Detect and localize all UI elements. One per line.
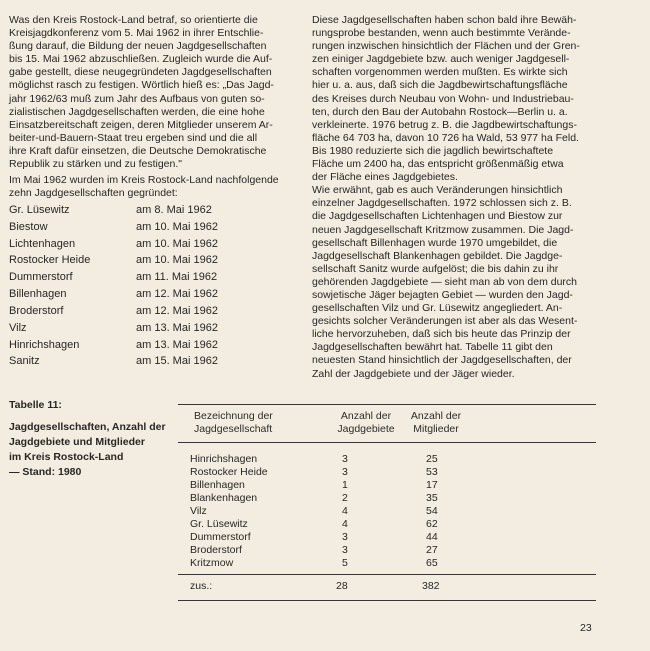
text-line: gehörenden Jagdgebiete — sieht man ab von dem durch bbox=[312, 275, 578, 288]
club-name-cell: Hinrichshagen bbox=[190, 453, 258, 465]
table-row bbox=[190, 518, 450, 530]
founding-date: am 15. Mai 1962 bbox=[136, 355, 218, 367]
text-line: ihre Kraft dafür einsetzen, die Deutsche Demokratische bbox=[9, 144, 267, 157]
header-line: Mitglieder bbox=[413, 422, 459, 435]
text-line: verkleinerte. 1976 betrug z. B. die Jagdbewirtschaftungs- bbox=[312, 118, 577, 131]
club-name: Hinrichshagen bbox=[9, 339, 80, 351]
club-name-cell: Kritzmow bbox=[190, 557, 234, 569]
list-item bbox=[9, 238, 269, 255]
founding-date: am 10. Mai 1962 bbox=[136, 221, 218, 233]
table-bottom-rule bbox=[178, 600, 596, 601]
members-cell: 17 bbox=[426, 479, 438, 491]
text-line: gabe gestellt, diese neugegründeten Jagdgesellschaften bbox=[9, 66, 272, 79]
members-cell: 25 bbox=[426, 453, 438, 465]
founding-date: am 12. Mai 1962 bbox=[136, 305, 218, 317]
founding-date: am 8. Mai 1962 bbox=[136, 204, 212, 216]
text-line: schaften vorgenommen werden mußten. Es wirkte sich bbox=[312, 66, 568, 79]
table-row bbox=[190, 557, 450, 569]
areas-cell: 4 bbox=[342, 518, 348, 530]
club-name: Billenhagen bbox=[9, 288, 67, 300]
text-line: jahr 1962/63 muß zum Jahr des Aufbaus von guten so- bbox=[9, 92, 265, 105]
list-item bbox=[9, 221, 269, 238]
members-cell: 44 bbox=[426, 531, 438, 543]
club-name: Biestow bbox=[9, 221, 48, 233]
founding-date: am 10. Mai 1962 bbox=[136, 254, 218, 266]
text-line: Wie erwähnt, gab es auch Veränderungen hinsichtlich bbox=[312, 184, 563, 197]
header-rule bbox=[178, 442, 596, 443]
header-members bbox=[408, 410, 464, 435]
text-line: sellschaft Sanitz wurde aufgelöst; die bis dahin zu ihr bbox=[312, 262, 559, 275]
founding-date: am 13. Mai 1962 bbox=[136, 339, 218, 351]
total-areas: 28 bbox=[336, 580, 348, 592]
text-line: der Fläche eines Jagdgebietes. bbox=[312, 171, 458, 184]
text-line: Einsatzbereitschaft zeigen, deren Mitglieder unserem Ar- bbox=[9, 118, 273, 131]
members-cell: 35 bbox=[426, 492, 438, 504]
header-areas bbox=[334, 410, 398, 435]
table-row bbox=[190, 466, 450, 478]
areas-cell: 4 bbox=[342, 505, 348, 517]
club-name: Gr. Lüsewitz bbox=[9, 204, 70, 216]
header-line: Anzahl der bbox=[410, 410, 462, 422]
text-line: Jagdgesellschaft Blankenhagen gebildet. Die Jagdge- bbox=[312, 249, 563, 262]
club-name: Rostocker Heide bbox=[9, 254, 91, 266]
members-cell: 62 bbox=[426, 518, 438, 530]
text-line: Was den Kreis Rostock-Land betraf, so orientierte die bbox=[9, 14, 258, 26]
table-title bbox=[9, 420, 166, 480]
text-line: möglichst rasch zu festigen. Wörtlich hieß es: „Das Jagd- bbox=[9, 79, 274, 92]
areas-cell: 3 bbox=[342, 466, 348, 478]
text-line: die Jagdgesellschaften Lichtenhagen und Biestow zur bbox=[312, 210, 563, 223]
text-line: des Kreises durch Neubau von Wohn- und Industriebau- bbox=[312, 92, 574, 105]
list-item bbox=[9, 322, 269, 339]
club-name: Dummerstorf bbox=[9, 271, 73, 283]
club-name-cell: Rostocker Heide bbox=[190, 466, 268, 478]
text-line: neuesten Stand hinsichtlich der Jagdgesellschaften, der bbox=[312, 354, 572, 367]
list-item bbox=[9, 204, 269, 221]
text-line: Kreisjagdkonferenz vom 5. Mai 1962 in ihrer Entschlie- bbox=[9, 27, 264, 40]
text-line: neuen Jagdgesellschaft Kritzmow zusammen. Die Jagd- bbox=[312, 223, 574, 236]
text-line: gesichts solcher Veränderungen ist aber als das Wesent- bbox=[312, 315, 578, 328]
total-members: 382 bbox=[422, 580, 440, 592]
text-line: Zahl der Jagdgebiete und der Jäger wieder. bbox=[312, 367, 515, 380]
table-row bbox=[190, 505, 450, 517]
total-row bbox=[190, 580, 450, 592]
text-line: einzelner Jagdgesellschaften. 1972 schlossen sich z. B. bbox=[312, 197, 572, 210]
club-name-cell: Dummerstorf bbox=[190, 531, 251, 543]
table-row bbox=[190, 531, 450, 543]
text-line: rungsprobe bestanden, wenn auch bestimmte Verände- bbox=[312, 27, 571, 40]
members-cell: 27 bbox=[426, 544, 438, 556]
club-name-cell: Billenhagen bbox=[190, 479, 245, 491]
page-number: 23 bbox=[580, 622, 592, 634]
table-title-line: im Kreis Rostock-Land bbox=[9, 451, 124, 463]
text-line: ßung darauf, die Bildung der neuen Jagdgesellschaften bbox=[9, 40, 267, 53]
header-line: Jagdgebiete bbox=[337, 422, 395, 435]
text-line: Bis 1980 reduzierte sich die jagdlich bewirtschaftete bbox=[312, 144, 554, 157]
text-line: zen einiger Jagdgebiete bzw. auch weniger Jagdgesell- bbox=[312, 53, 570, 66]
intro-paragraph bbox=[9, 14, 299, 171]
total-rule bbox=[178, 574, 596, 575]
table-label: Tabelle 11: bbox=[9, 399, 62, 411]
text-line: sowjetische Jäger bejagten Gebiet — wurden den Jagd- bbox=[312, 288, 573, 301]
list-item bbox=[9, 271, 269, 288]
list-item bbox=[9, 288, 269, 305]
list-item bbox=[9, 305, 269, 322]
list-item bbox=[9, 254, 269, 271]
header-name bbox=[194, 410, 273, 435]
text-line: ten, durch den Bau der Autobahn Rostock—Berlin u. a. bbox=[312, 105, 568, 118]
text-line: Jagdgesellschaften bewährt hat. Tabelle 11 gibt den bbox=[312, 341, 553, 354]
text-line: gesellschaften Vilz und Gr. Lüsewitz angegliedert. An- bbox=[312, 302, 563, 315]
table-row bbox=[190, 492, 450, 504]
text-line: Fläche um 2400 ha, das entspricht größenmäßig etwa bbox=[312, 158, 564, 171]
areas-cell: 5 bbox=[342, 557, 348, 569]
text-line: Diese Jagdgesellschaften haben schon bald ihre Bewäh- bbox=[312, 14, 577, 26]
club-name: Lichtenhagen bbox=[9, 238, 76, 250]
club-name-cell: Vilz bbox=[190, 505, 207, 517]
table-row bbox=[190, 544, 450, 556]
areas-cell: 3 bbox=[342, 453, 348, 465]
club-name-cell: Blankenhagen bbox=[190, 492, 258, 504]
table-title-line: — Stand: 1980 bbox=[9, 466, 82, 478]
club-name: Broderstorf bbox=[9, 305, 64, 317]
areas-cell: 3 bbox=[342, 531, 348, 543]
text-line: zialistischen Jagdgesellschaften werden, die eine hohe bbox=[9, 105, 265, 118]
founding-date: am 11. Mai 1962 bbox=[136, 271, 218, 283]
text-line: Republik zu stärken und zu festigen." bbox=[9, 158, 182, 171]
total-label: zus.: bbox=[190, 580, 213, 592]
header-line: Bezeichnung der bbox=[194, 410, 273, 422]
founding-date: am 12. Mai 1962 bbox=[136, 288, 218, 300]
club-name: Vilz bbox=[9, 322, 27, 334]
text-line: Im Mai 1962 wurden im Kreis Rostock-Land nachfolgende bbox=[9, 174, 279, 186]
areas-cell: 3 bbox=[342, 544, 348, 556]
founding-date: am 13. Mai 1962 bbox=[136, 322, 218, 334]
right-column-paragraph bbox=[312, 14, 606, 381]
members-cell: 65 bbox=[426, 557, 438, 569]
table-title-line: Jagdgesellschaften, Anzahl der bbox=[9, 421, 166, 433]
header-line: Anzahl der bbox=[340, 410, 392, 422]
club-name: Sanitz bbox=[9, 355, 40, 367]
text-line: zehn Jagdgesellschaften gegründet: bbox=[9, 187, 178, 200]
club-name-cell: Gr. Lüsewitz bbox=[190, 518, 248, 530]
text-line: fläche 64 703 ha, davon 10 726 ha Wald, 53 977 ha Feld. bbox=[312, 131, 579, 144]
text-line: gesellschaft Billenhagen wurde 1970 umgebildet, die bbox=[312, 236, 558, 249]
header-line: Jagdgesellschaft bbox=[194, 422, 273, 435]
text-line: rungen inzwischen hinsichtlich der Flächen und der Gren- bbox=[312, 40, 580, 53]
list-item bbox=[9, 339, 269, 356]
members-cell: 54 bbox=[426, 505, 438, 517]
areas-cell: 1 bbox=[342, 479, 348, 491]
text-line: bis 15. Mai 1962 abzuschließen. Zugleich wurde die Auf- bbox=[9, 53, 273, 66]
text-line: hier u. a. aus, daß sich die Jagdbewirtschaftungsfläche bbox=[312, 79, 568, 92]
table-row bbox=[190, 479, 450, 491]
table-top-rule bbox=[178, 404, 596, 405]
table-row bbox=[190, 453, 450, 465]
list-item bbox=[9, 355, 269, 372]
members-cell: 53 bbox=[426, 466, 438, 478]
text-line: beiter-und-Bauern-Staat treu ergeben sind und die all bbox=[9, 131, 258, 144]
areas-cell: 2 bbox=[342, 492, 348, 504]
text-line: liche hervorzuheben, daß sich bis heute das Prinzip der bbox=[312, 328, 571, 341]
table-title-line: Jagdgebiete und Mitglieder bbox=[9, 436, 145, 448]
founding-intro-paragraph bbox=[9, 174, 299, 200]
founding-date: am 10. Mai 1962 bbox=[136, 238, 218, 250]
club-name-cell: Broderstorf bbox=[190, 544, 242, 556]
